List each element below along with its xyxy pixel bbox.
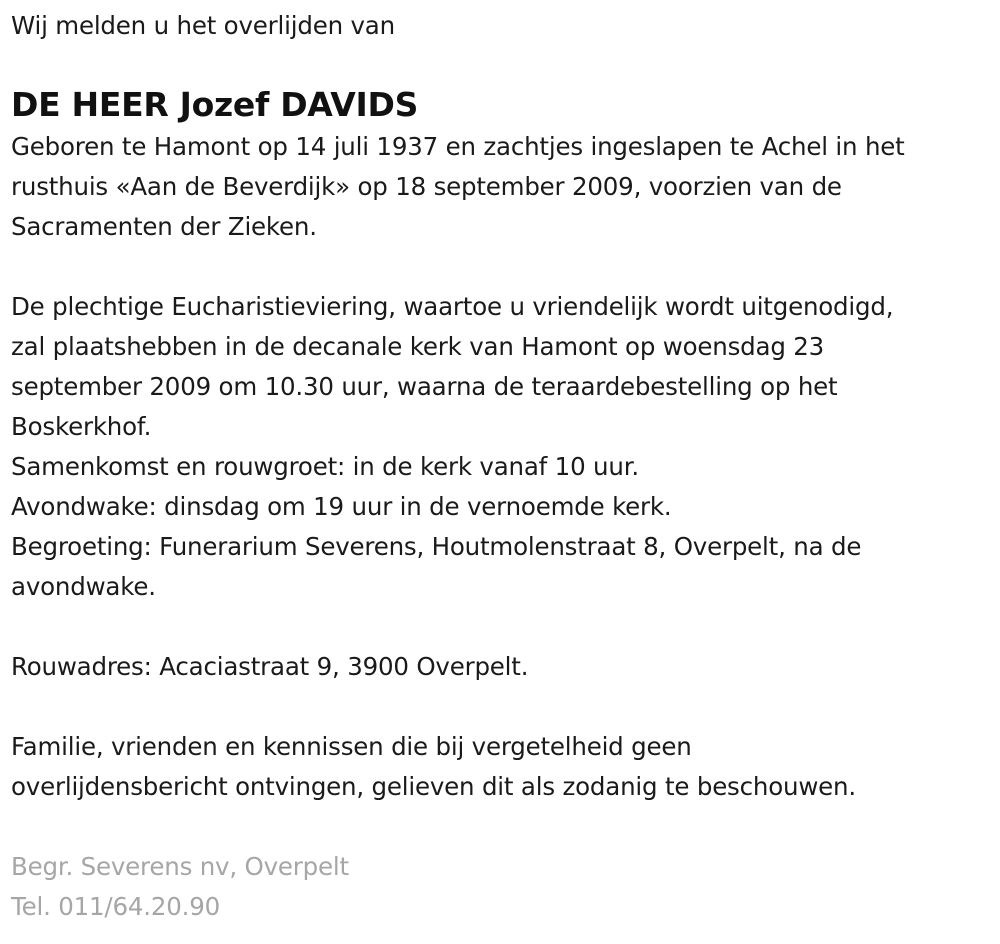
deceased-name: DE HEER Jozef DAVIDS [11, 85, 419, 124]
ceremony-line: zal plaatshebben in de decanale kerk van Hamont op woensdag 23 [11, 332, 825, 361]
ceremony-line: Avondwake: dinsdag om 19 uur in de vernoemde kerk. [11, 492, 672, 521]
funeral-home-name: Begr. Severens nv, Overpelt [11, 852, 349, 881]
birth-line: Sacramenten der Zieken. [11, 212, 317, 241]
mourning-address: Rouwadres: Acaciastraat 9, 3900 Overpelt. [11, 652, 529, 681]
ceremony-line: avondwake. [11, 572, 156, 601]
funeral-home-phone: Tel. 011/64.20.90 [11, 892, 220, 921]
ceremony-line: Samenkomst en rouwgroet: in de kerk vanaf 10 uur. [11, 452, 639, 481]
ceremony-line: De plechtige Eucharistieviering, waartoe u vriendelijk wordt uitgenodigd, [11, 292, 894, 321]
ceremony-paragraph [11, 287, 990, 607]
closing-line: Familie, vrienden en kennissen die bij vergetelheid geen [11, 732, 692, 761]
birth-line: rusthuis «Aan de Beverdijk» op 18 september 2009, voorzien van de [11, 172, 842, 201]
birth-line: Geboren te Hamont op 14 juli 1937 en zachtjes ingeslapen te Achel in het [11, 132, 905, 161]
ceremony-line: september 2009 om 10.30 uur, waarna de teraardebestelling op het [11, 372, 838, 401]
ceremony-line: Boskerkhof. [11, 412, 152, 441]
birth-paragraph [11, 127, 990, 247]
intro-text: Wij melden u het overlijden van [11, 11, 395, 40]
ceremony-line: Begroeting: Funerarium Severens, Houtmolenstraat 8, Overpelt, na de [11, 532, 862, 561]
closing-paragraph [11, 727, 990, 807]
closing-line: overlijdensbericht ontvingen, gelieven dit als zodanig te beschouwen. [11, 772, 856, 801]
funeral-home-footer [11, 847, 990, 927]
